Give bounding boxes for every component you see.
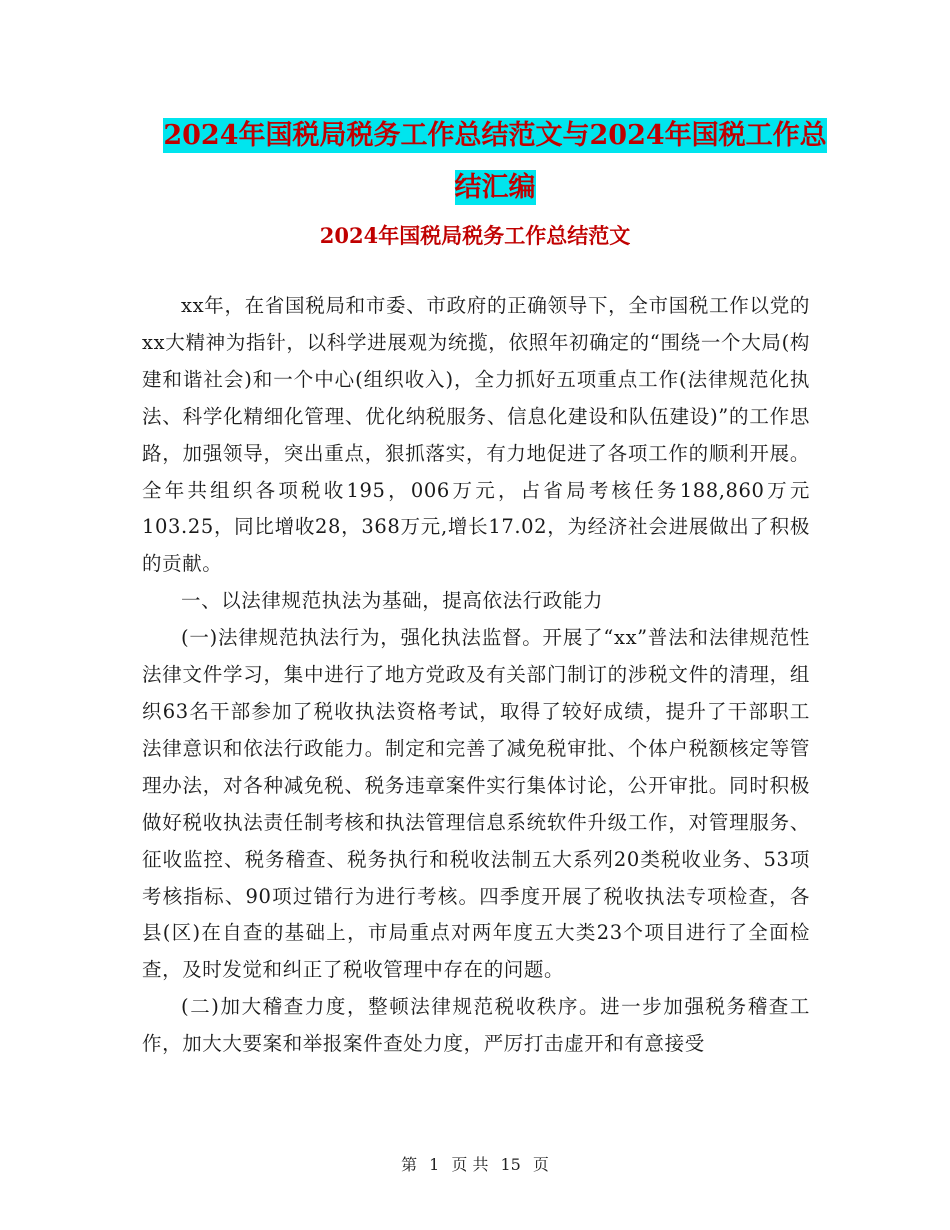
paragraph-intro: xx年，在省国税局和市委、市政府的正确领导下，全市国税工作以党的xx大精神为指针，以科学进展观为统揽，依照年初确定的“围绕一个大局(构建和谐社会)和一个中心(组织收入)，全力抓好五项重点工作(法律规范化执法、科学化精细化管理、优化纳税服务、信息化建设和队伍建设)”的工作思路，加强领导，突出重点，狠抓落实，有力地促进了各项工作的顺利开展。全年共组织各项税收195，006万元，占省局考核任务188,860万元103.25，同比增收28，368万元,增长17.02，为经济社会进展做出了积极的贡献。 bbox=[142, 294, 810, 576]
footer-mid: 页 共 bbox=[451, 1155, 489, 1174]
document-title-line2: 结汇编 bbox=[454, 172, 536, 203]
paragraph-section-1-1: (一)法律规范执法行为，强化执法监督。开展了“xx”普法和法律规范性法律文件学习，集中进行了地方党政及有关部门制订的涉税文件的清理，组织63名干部参加了税收执法资格考试，取得了较好成绩，提升了干部职工法律意识和依法行政能力。制定和完善了减免税审批、个体户税额核定等管理办法，对各种减免税、税务违章案件实行集体讨论，公开审批。同时积极做好税收执法责任制考核和执法管理信息系统软件升级工作，对管理服务、征收监控、税务稽查、税务执行和税收法制五大系列20类税收业务、53项考核指标、90项过错行为进行考核。四季度开展了税收执法专项检查，各县(区)在自查的基础上，市局重点对两年度五大类23个项目进行了全面检查，及时发觉和纠正了税收管理中存在的问题。 bbox=[142, 626, 810, 982]
section-heading-1: 一、以法律规范执法为基础，提高依法行政能力 bbox=[181, 589, 604, 613]
footer-prefix: 第 bbox=[401, 1155, 418, 1174]
page-footer bbox=[0, 1152, 950, 1175]
document-title-line1: 2024年国税局税务工作总结范文与2024年国税工作总 bbox=[163, 120, 827, 151]
paragraph-section-1-2: (二)加大稽查力度，整顿法律规范税收秩序。进一步加强税务稽查工作，加大大要案和举报案件查处力度，严厉打击虚开和有意接受 bbox=[142, 995, 810, 1056]
footer-suffix: 页 bbox=[532, 1155, 549, 1174]
footer-page-current: 1 bbox=[429, 1155, 440, 1174]
footer-page-total: 15 bbox=[500, 1155, 521, 1174]
section-subtitle: 2024年国税局税务工作总结范文 bbox=[319, 223, 631, 248]
document-body bbox=[142, 288, 810, 1063]
document-title bbox=[140, 110, 850, 214]
